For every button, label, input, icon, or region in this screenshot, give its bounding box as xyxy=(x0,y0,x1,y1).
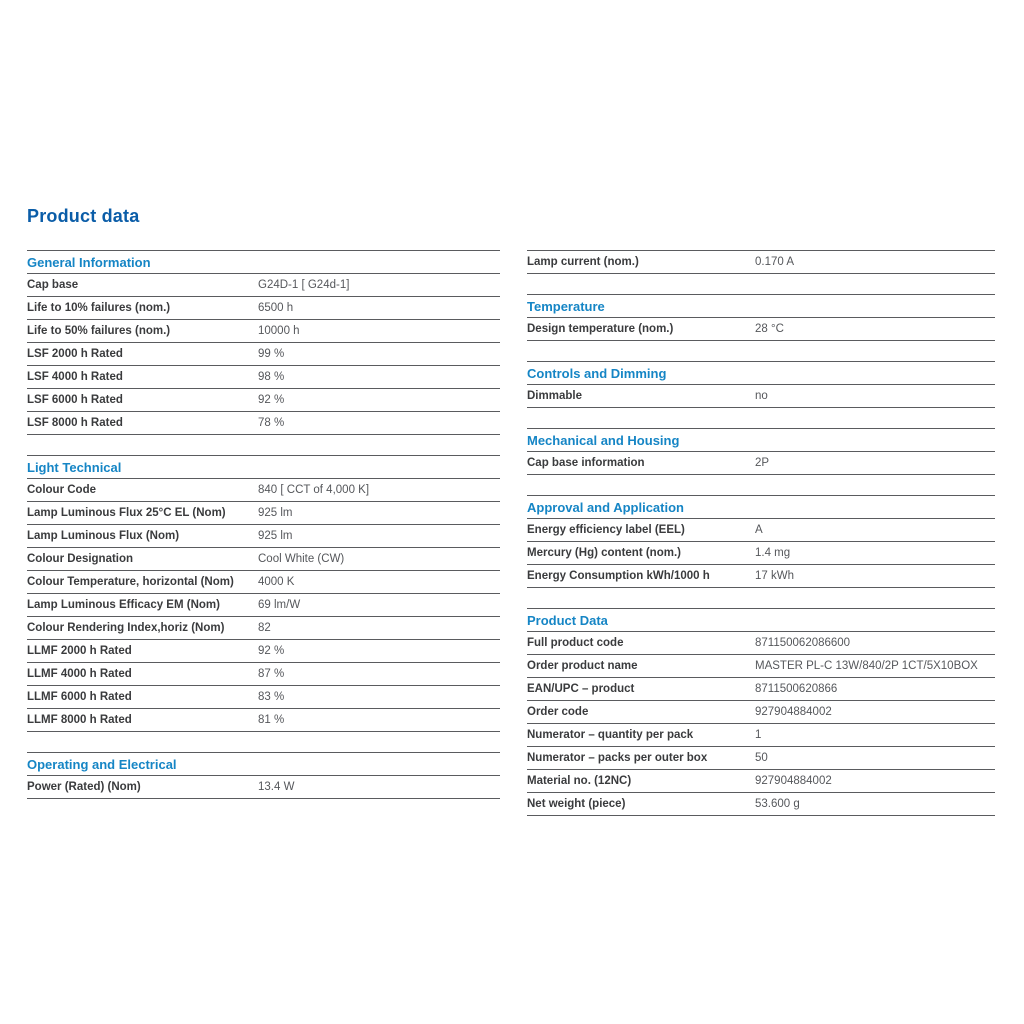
table-row xyxy=(27,525,500,548)
row-label: Cap base information xyxy=(527,457,645,469)
table-row xyxy=(27,617,500,640)
section-controls-and-dimming xyxy=(527,361,995,408)
row-label: LSF 2000 h Rated xyxy=(27,348,123,360)
row-value: 53.600 g xyxy=(755,798,800,810)
table-row xyxy=(27,594,500,617)
table-row xyxy=(27,297,500,320)
row-value: 1 xyxy=(755,729,762,741)
row-value: 871150062086600 xyxy=(755,637,851,649)
row-value: 13.4 W xyxy=(258,781,295,793)
row-label: Dimmable xyxy=(527,390,582,402)
row-value: 87 % xyxy=(258,668,285,680)
row-label: LSF 6000 h Rated xyxy=(27,394,123,406)
row-label: Lamp Luminous Flux (Nom) xyxy=(27,530,180,542)
row-value: 82 xyxy=(258,622,271,634)
section-product-data xyxy=(527,608,995,816)
table-row xyxy=(527,724,995,747)
section-title: Product Data xyxy=(527,609,995,632)
row-label: Lamp Luminous Flux 25°C EL (Nom) xyxy=(27,507,226,519)
row-label: Energy efficiency label (EEL) xyxy=(527,524,685,536)
section-title: Approval and Application xyxy=(527,496,995,519)
table-row xyxy=(27,640,500,663)
row-value: 92 % xyxy=(258,394,285,406)
section-mechanical-and-housing xyxy=(527,428,995,475)
row-label: Colour Designation xyxy=(27,553,134,565)
row-label: Numerator – packs per outer box xyxy=(527,752,708,764)
row-label: LSF 8000 h Rated xyxy=(27,417,123,429)
row-label: Numerator – quantity per pack xyxy=(527,729,694,741)
table-row xyxy=(27,686,500,709)
table-row xyxy=(527,452,995,475)
section-temperature xyxy=(527,294,995,341)
section-title: General Information xyxy=(27,251,500,274)
row-label: Net weight (piece) xyxy=(527,798,626,810)
row-label: Colour Rendering Index,horiz (Nom) xyxy=(27,622,225,634)
row-label: Material no. (12NC) xyxy=(527,775,632,787)
row-value: 925 lm xyxy=(258,530,293,542)
row-value: 50 xyxy=(755,752,768,764)
table-row xyxy=(527,701,995,724)
row-value: Cool White (CW) xyxy=(258,553,345,565)
table-row xyxy=(527,770,995,793)
table-row xyxy=(527,747,995,770)
row-value: A xyxy=(755,524,763,536)
table-row xyxy=(27,343,500,366)
table-row xyxy=(527,678,995,701)
row-value: 28 °C xyxy=(755,323,784,335)
row-label: LLMF 8000 h Rated xyxy=(27,714,132,726)
row-label: LLMF 6000 h Rated xyxy=(27,691,132,703)
section-title: Light Technical xyxy=(27,456,500,479)
row-value: 8711500620866 xyxy=(755,683,838,695)
row-label: LLMF 2000 h Rated xyxy=(27,645,132,657)
section-operating-and-electrical xyxy=(27,752,500,799)
table-row xyxy=(27,663,500,686)
row-value: 1.4 mg xyxy=(755,547,791,559)
table-row xyxy=(27,412,500,435)
section-title: Controls and Dimming xyxy=(527,362,995,385)
spec-column-right xyxy=(527,250,995,836)
table-row xyxy=(27,479,500,502)
table-row xyxy=(527,519,995,542)
row-label: Lamp Luminous Efficacy EM (Nom) xyxy=(27,599,220,611)
section-light-technical xyxy=(27,455,500,732)
table-row xyxy=(527,318,995,341)
row-label: Cap base xyxy=(27,279,79,291)
row-value: 81 % xyxy=(258,714,285,726)
page-title: Product data xyxy=(27,206,140,226)
row-value: 4000 K xyxy=(258,576,295,588)
row-value: 10000 h xyxy=(258,325,300,337)
spec-column-left xyxy=(27,250,500,819)
row-label: Design temperature (nom.) xyxy=(527,323,674,335)
row-value: 840 [ CCT of 4,000 K] xyxy=(258,484,370,496)
row-value: 98 % xyxy=(258,371,285,383)
table-row xyxy=(27,548,500,571)
row-value: 925 lm xyxy=(258,507,293,519)
row-label: Lamp current (nom.) xyxy=(527,256,639,268)
row-value: 927904884002 xyxy=(755,706,832,718)
row-value: G24D-1 [ G24d-1] xyxy=(258,279,350,291)
table-row xyxy=(27,320,500,343)
row-value: 927904884002 xyxy=(755,775,832,787)
row-label: Energy Consumption kWh/1000 h xyxy=(527,570,710,582)
row-value: 78 % xyxy=(258,417,285,429)
row-value: 92 % xyxy=(258,645,285,657)
section-approval-and-application xyxy=(527,495,995,588)
table-row xyxy=(27,274,500,297)
row-label: Order product name xyxy=(527,660,638,672)
row-label: EAN/UPC – product xyxy=(527,683,635,695)
table-row xyxy=(527,385,995,408)
row-value: 83 % xyxy=(258,691,285,703)
row-label: Order code xyxy=(527,706,589,718)
table-row xyxy=(527,542,995,565)
table-row xyxy=(27,389,500,412)
table-row xyxy=(527,655,995,678)
row-value: 0.170 A xyxy=(755,256,795,268)
row-label: Mercury (Hg) content (nom.) xyxy=(527,547,681,559)
row-value: 17 kWh xyxy=(755,570,794,582)
table-row xyxy=(527,565,995,588)
section-title: Operating and Electrical xyxy=(27,753,500,776)
table-row xyxy=(27,502,500,525)
row-value: 2P xyxy=(755,457,770,469)
row-label: LSF 4000 h Rated xyxy=(27,371,123,383)
row-value: 6500 h xyxy=(258,302,294,314)
row-label: Colour Code xyxy=(27,484,96,496)
section-general-information xyxy=(27,250,500,435)
row-label: Full product code xyxy=(527,637,624,649)
row-value: no xyxy=(755,390,768,402)
row-label: Colour Temperature, horizontal (Nom) xyxy=(27,576,234,588)
table-row xyxy=(527,632,995,655)
row-value: 99 % xyxy=(258,348,285,360)
row-label: Life to 10% failures (nom.) xyxy=(27,302,171,314)
row-label: Life to 50% failures (nom.) xyxy=(27,325,171,337)
row-label: Power (Rated) (Nom) xyxy=(27,781,141,793)
table-row xyxy=(27,776,500,799)
row-value: 69 lm/W xyxy=(258,599,301,611)
section-continued-rows xyxy=(527,250,995,274)
section-title: Mechanical and Housing xyxy=(527,429,995,452)
row-value: MASTER PL-C 13W/840/2P 1CT/5X10BOX xyxy=(755,660,978,672)
table-row xyxy=(527,793,995,816)
table-row xyxy=(27,571,500,594)
table-row xyxy=(527,251,995,274)
row-label: LLMF 4000 h Rated xyxy=(27,668,132,680)
table-row xyxy=(27,366,500,389)
table-row xyxy=(27,709,500,732)
section-title: Temperature xyxy=(527,295,995,318)
